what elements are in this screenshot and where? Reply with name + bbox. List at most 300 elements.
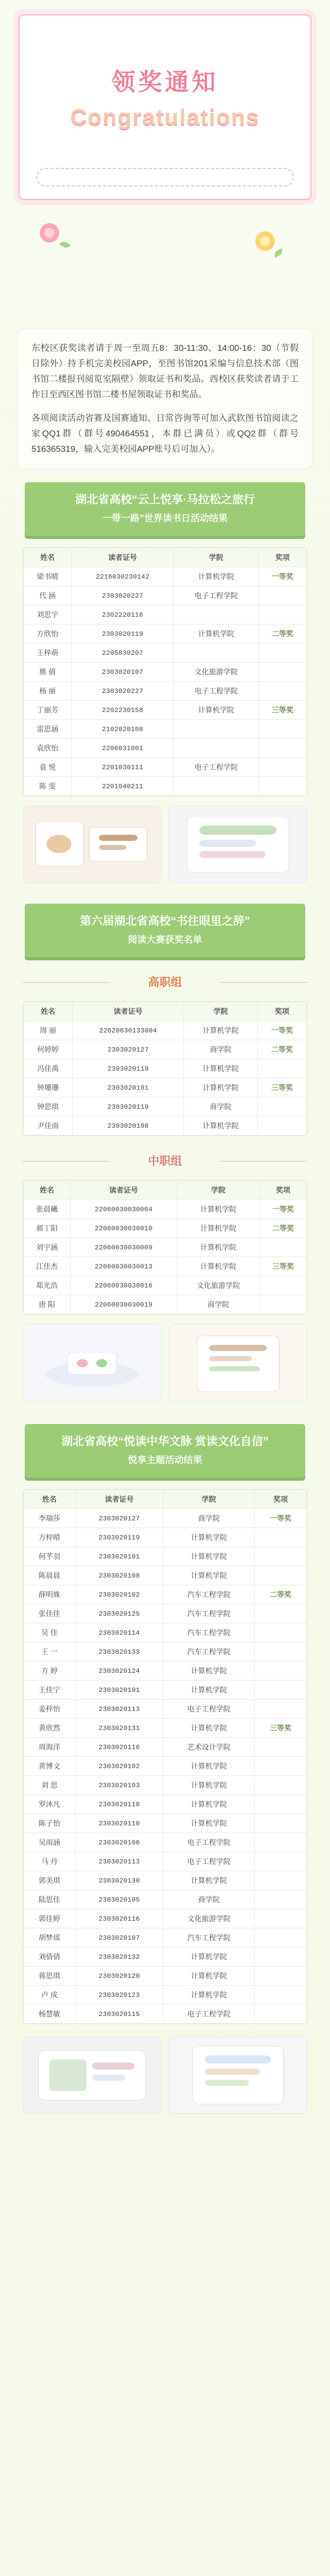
cell-id: 2303020106 — [75, 1833, 163, 1852]
subhead-higher-vocational: 高职组 — [23, 974, 307, 990]
table-row — [24, 720, 307, 739]
subhead-secondary-vocational: 中职组 — [23, 1153, 307, 1168]
table-row — [24, 1795, 307, 1814]
cell-id: 2303020108 — [75, 1566, 163, 1585]
cell-name: 王佳宁 — [24, 1681, 76, 1700]
cell-name: 丁丽芳 — [24, 701, 72, 720]
cell-college: 计算机学院 — [163, 1947, 255, 1967]
cell-name: 马 丹 — [24, 1852, 76, 1871]
cell-name: 陈 雯 — [24, 777, 72, 796]
cell-name: 熊 倩 — [24, 663, 72, 682]
cell-name: 方欣怡 — [24, 624, 72, 643]
cell-name: 胡梦瑶 — [24, 1928, 76, 1947]
table-row — [24, 777, 307, 796]
cell-college: 电子工程学院 — [174, 758, 258, 777]
cell-award: 二等奖 — [260, 1219, 307, 1238]
table-header: 读者证号 — [72, 1002, 184, 1021]
cell-id: 22060030030009 — [70, 1238, 177, 1257]
table-row — [24, 701, 307, 720]
table-row — [24, 1890, 307, 1909]
table-row — [24, 1738, 307, 1757]
cell-award: 一等奖 — [258, 1021, 307, 1040]
table-row — [24, 1719, 307, 1738]
cell-award: 二等奖 — [258, 624, 306, 643]
cell-award: 一等奖 — [258, 567, 306, 586]
cell-id: 2303020113 — [75, 1852, 163, 1871]
section-3-table — [23, 1489, 307, 2024]
table-row — [24, 1814, 307, 1833]
cell-id: 2303020131 — [75, 1719, 163, 1738]
event-photo — [23, 806, 161, 883]
cell-id: 2303020124 — [75, 1662, 163, 1681]
cell-name: 袁欣怡 — [24, 739, 72, 758]
cell-name: 郝丁阳 — [24, 1219, 71, 1238]
table-header: 读者证号 — [72, 548, 174, 567]
table-row — [24, 1097, 307, 1116]
section-1-banner — [25, 482, 305, 536]
table-row — [24, 1928, 307, 1947]
cell-id: 2303020102 — [75, 1757, 163, 1776]
cell-college: 电子工程学院 — [163, 1833, 255, 1852]
cell-college: 商学院 — [163, 1890, 255, 1909]
intro-paragraph-1: 东校区获奖读者请于周一至周五8：30-11:30、14:00-16：30（节假日除外）持手机完美校园APP，至图书馆201采编与信息技术部（图书馆二楼报刊阅览室隔壁）领取证书和奖品。西校区获奖读者请于工作日至西区图书馆二楼书屋领取证书和奖品。 — [31, 343, 299, 399]
cell-id: 2303020127 — [75, 1509, 163, 1528]
photos-1 — [23, 806, 307, 883]
cell-name: 张佳佳 — [24, 1604, 76, 1623]
section-1-table-body — [24, 567, 307, 796]
table-row — [24, 1967, 307, 1986]
cell-college: 艺术设计学院 — [163, 1738, 255, 1757]
cell-award: 三等奖 — [260, 1257, 307, 1276]
table-header: 姓名 — [24, 1002, 73, 1021]
cell-college: 商学院 — [163, 1509, 255, 1528]
cell-college: 计算机学院 — [177, 1257, 259, 1276]
cell-college: 计算机学院 — [163, 1967, 255, 1986]
cell-award — [258, 586, 306, 605]
cell-id: 22060030030013 — [70, 1257, 177, 1276]
cell-name: 罗沐凡 — [24, 1795, 76, 1814]
cell-award — [260, 1295, 307, 1314]
section-3-banner — [25, 1424, 305, 1478]
photos-3 — [23, 2037, 307, 2114]
table-header: 姓名 — [24, 1181, 71, 1200]
cell-award — [255, 1890, 307, 1909]
cell-award: 三等奖 — [258, 1078, 307, 1097]
cell-name: 张晨曦 — [24, 1200, 71, 1219]
cell-college: 计算机学院 — [163, 1528, 255, 1547]
cell-name: 袁 悦 — [24, 758, 72, 777]
cell-college: 计算机学院 — [177, 1200, 259, 1219]
cell-college: 汽车工程学院 — [163, 1642, 255, 1662]
cell-award — [255, 1604, 307, 1623]
cell-college: 电子工程学院 — [174, 682, 258, 701]
table-row — [24, 1276, 307, 1295]
cell-college: 文化旅游学院 — [174, 663, 258, 682]
table-row — [24, 1219, 307, 1238]
cell-id: 2303020118 — [75, 1795, 163, 1814]
cell-name: 钟思琪 — [24, 1097, 73, 1116]
cell-id: 2303020107 — [72, 663, 174, 682]
cell-name: 王梓萌 — [24, 643, 72, 663]
cell-id: 2303020108 — [72, 1116, 184, 1136]
cell-award — [258, 739, 306, 758]
cell-id: 2303020119 — [75, 1528, 163, 1547]
cell-name: 吴雨涵 — [24, 1833, 76, 1852]
cell-id: 22060030030016 — [70, 1276, 177, 1295]
cell-id: 22060030030019 — [70, 1295, 177, 1314]
hero-card — [19, 14, 311, 200]
table-row — [24, 1528, 307, 1547]
cell-name: 李瑞莎 — [24, 1509, 76, 1528]
cell-award: 二等奖 — [258, 1040, 307, 1059]
cell-id: 2303020114 — [75, 1623, 163, 1642]
cell-award — [255, 1757, 307, 1776]
section-3-banner-line-1: 湖北省高校“悦读中华文脉 赏读文化自信” — [61, 1435, 269, 1448]
cell-id: 2202230158 — [72, 701, 174, 720]
cell-award — [258, 720, 306, 739]
cell-id: 2303020130 — [75, 1871, 163, 1890]
table-row — [24, 739, 307, 758]
cell-award: 一等奖 — [260, 1200, 307, 1219]
cell-award — [255, 1528, 307, 1547]
table-header: 奖项 — [258, 548, 306, 567]
cell-id: 2303020101 — [75, 1681, 163, 1700]
cell-id: 2201030111 — [72, 758, 174, 777]
table-header: 读者证号 — [75, 1490, 163, 1509]
table-row — [24, 1257, 307, 1276]
table-row — [24, 1852, 307, 1871]
table-row — [24, 758, 307, 777]
cell-id: 2206031001 — [72, 739, 174, 758]
cell-id: 2303020103 — [75, 1776, 163, 1795]
table-row — [24, 2005, 307, 2024]
cell-award — [255, 1852, 307, 1871]
cell-name: 姜梓怡 — [24, 1700, 76, 1719]
cell-award — [255, 1986, 307, 2005]
section-1-table — [23, 547, 307, 796]
cell-name: 郭美琪 — [24, 1871, 76, 1890]
cell-id: 2303020119 — [72, 1059, 184, 1078]
cell-college: 汽车工程学院 — [163, 1604, 255, 1623]
table-row — [24, 1700, 307, 1719]
cell-award — [255, 1776, 307, 1795]
cell-name: 江佳杰 — [24, 1257, 71, 1276]
cell-name: 周 丽 — [24, 1021, 73, 1040]
cell-id: 22060030030004 — [70, 1200, 177, 1219]
cell-college: 汽车工程学院 — [163, 1623, 255, 1642]
cell-award: 二等奖 — [255, 1585, 307, 1604]
table-row — [24, 1871, 307, 1890]
hero — [0, 0, 330, 319]
cell-college: 电子工程学院 — [174, 586, 258, 605]
cell-award — [258, 1116, 307, 1136]
cell-id: 2303020119 — [72, 1097, 184, 1116]
cell-award — [255, 1909, 307, 1928]
event-photo — [169, 2037, 307, 2114]
table-row — [24, 567, 307, 586]
table-row — [24, 1509, 307, 1528]
cell-college — [174, 777, 258, 796]
cell-award: 三等奖 — [255, 1719, 307, 1738]
cell-name: 陆思佳 — [24, 1890, 76, 1909]
cell-id: 2303020133 — [75, 1642, 163, 1662]
table-row — [24, 1566, 307, 1585]
cell-college: 计算机学院 — [163, 1547, 255, 1566]
table-row — [24, 1757, 307, 1776]
cell-college: 计算机学院 — [177, 1238, 259, 1257]
cell-id: 2303020113 — [75, 1700, 163, 1719]
cell-name: 黄欣然 — [24, 1719, 76, 1738]
cell-name: 郑光浩 — [24, 1276, 71, 1295]
cell-name: 刘思宇 — [24, 605, 72, 624]
table-row — [24, 1238, 307, 1257]
cell-name: 周海洋 — [24, 1738, 76, 1757]
table-header: 奖项 — [260, 1181, 307, 1200]
table-row — [24, 1116, 307, 1136]
intro — [18, 329, 312, 469]
cell-college: 计算机学院 — [163, 1986, 255, 2005]
cell-id: 2303020101 — [72, 1078, 184, 1097]
cell-name: 郭佳婷 — [24, 1909, 76, 1928]
hero-dashed-frame — [36, 168, 294, 187]
cell-college: 电子工程学院 — [163, 2005, 255, 2024]
cell-award — [255, 1795, 307, 1814]
hero-title-en: Congratulations — [70, 105, 260, 130]
cell-name: 尹佳雨 — [24, 1116, 73, 1136]
cell-award: 三等奖 — [258, 701, 306, 720]
cell-id: 2303020107 — [75, 1928, 163, 1947]
table-row — [24, 1295, 307, 1314]
event-photo — [23, 1324, 161, 1401]
cell-id: 2303020119 — [72, 624, 174, 643]
cell-award — [255, 1662, 307, 1681]
cell-award — [258, 758, 306, 777]
cell-id: 2303020116 — [75, 1738, 163, 1757]
table-row — [24, 1078, 307, 1097]
cell-name: 雷思涵 — [24, 720, 72, 739]
table-row — [24, 624, 307, 643]
table-row — [24, 1059, 307, 1078]
cell-id: 2303020120 — [75, 1967, 163, 1986]
table-row — [24, 1021, 307, 1040]
section-1-banner-line-1: 湖北省高校“云上悦享·马拉松之旅行 — [75, 493, 255, 506]
cell-name: 吴 佳 — [24, 1623, 76, 1642]
cell-id: 2216030230142 — [72, 567, 174, 586]
cell-college: 计算机学院 — [163, 1814, 255, 1833]
cell-name: 薛明姝 — [24, 1585, 76, 1604]
cell-award — [258, 1059, 307, 1078]
table-header: 学院 — [174, 548, 258, 567]
cell-name: 梁书晴 — [24, 567, 72, 586]
intro-paragraph-2: 各项阅读活动省赛及国赛通知、日常咨询等可加入武软图书馆阅读之家QQ1群（群号490464551，本群已满员）或QQ2群（群号516365319，输入完美校园APP账号后可加入）。 — [31, 413, 299, 454]
table-row — [24, 1833, 307, 1852]
cell-award — [255, 1967, 307, 1986]
cell-college: 计算机学院 — [163, 1757, 255, 1776]
cell-award — [258, 682, 306, 701]
cell-id: 2303020102 — [75, 1585, 163, 1604]
table-row — [24, 1642, 307, 1662]
table-row — [24, 663, 307, 682]
cell-award — [255, 1681, 307, 1700]
cell-award — [260, 1276, 307, 1295]
cell-name: 黄博文 — [24, 1757, 76, 1776]
cell-college: 电子工程学院 — [163, 1700, 255, 1719]
cell-name: 钟珊珊 — [24, 1078, 73, 1097]
cell-name: 卢 成 — [24, 1986, 76, 2005]
cell-college: 文化旅游学院 — [163, 1909, 255, 1928]
table-header: 姓名 — [24, 1490, 76, 1509]
cell-name: 何芊羽 — [24, 1547, 76, 1566]
table-row — [24, 1604, 307, 1623]
cell-award — [255, 1814, 307, 1833]
cell-award — [258, 1097, 307, 1116]
cell-name: 何婷婷 — [24, 1040, 73, 1059]
cell-name: 杨 丽 — [24, 682, 72, 701]
cell-college: 计算机学院 — [184, 1078, 257, 1097]
cell-award — [255, 1623, 307, 1642]
cell-id: 2303020115 — [75, 2005, 163, 2024]
section-2-table-2 — [23, 1180, 307, 1315]
cell-award — [255, 1871, 307, 1890]
table-row — [24, 586, 307, 605]
cell-name: 陈晨晨 — [24, 1566, 76, 1585]
cell-name: 陈子怡 — [24, 1814, 76, 1833]
table-row — [24, 1986, 307, 2005]
cell-name: 代 涵 — [24, 586, 72, 605]
cell-name: 唐 阳 — [24, 1295, 71, 1314]
cell-name: 刘 思 — [24, 1776, 76, 1795]
section-2-banner — [25, 904, 305, 957]
section-3-banner-line-2: 悦享主题活动结果 — [128, 1455, 202, 1465]
cell-name: 刘宇涵 — [24, 1238, 71, 1257]
table-row — [24, 1662, 307, 1681]
cell-college: 商学院 — [184, 1040, 257, 1059]
cell-college: 计算机学院 — [184, 1021, 257, 1040]
table-row — [24, 643, 307, 663]
table-row — [24, 1776, 307, 1795]
table-row — [24, 1200, 307, 1219]
cell-college: 计算机学院 — [163, 1681, 255, 1700]
event-photo — [169, 1324, 307, 1401]
section-1-banner-line-2: 一带一路”世界读书日活动结果 — [102, 513, 228, 523]
cell-award — [255, 1642, 307, 1662]
cell-name: 方 婷 — [24, 1662, 76, 1681]
cell-college — [174, 605, 258, 624]
table-row — [24, 1681, 307, 1700]
cell-award — [258, 777, 306, 796]
cell-id: 2205030207 — [72, 643, 174, 663]
table-header: 读者证号 — [70, 1181, 177, 1200]
table-row — [24, 1585, 307, 1604]
cell-college: 计算机学院 — [174, 567, 258, 586]
cell-name: 杨慧敏 — [24, 2005, 76, 2024]
cell-college: 商学院 — [184, 1097, 257, 1116]
table-header: 学院 — [184, 1002, 257, 1021]
cell-college — [174, 720, 258, 739]
cell-id: 2303020125 — [75, 1604, 163, 1623]
cell-award — [258, 663, 306, 682]
cell-id: 2303020123 — [75, 1986, 163, 2005]
event-photo — [169, 806, 307, 883]
cell-college: 计算机学院 — [163, 1566, 255, 1585]
cell-id: 2303020227 — [72, 682, 174, 701]
cell-college: 计算机学院 — [174, 624, 258, 643]
cell-id: 2303020110 — [75, 1814, 163, 1833]
table-header: 学院 — [177, 1181, 259, 1200]
cell-college: 计算机学院 — [174, 701, 258, 720]
cell-award — [255, 2005, 307, 2024]
section-2-banner-line-2: 阅读大赛获奖名单 — [128, 935, 202, 945]
table-row — [24, 1040, 307, 1059]
table-header: 姓名 — [24, 548, 72, 567]
cell-award — [258, 605, 306, 624]
table-row — [24, 605, 307, 624]
cell-college: 商学院 — [177, 1295, 259, 1314]
cell-award — [255, 1566, 307, 1585]
cell-name: 刘倩倩 — [24, 1947, 76, 1967]
cell-college — [174, 643, 258, 663]
cell-id: 22620630133004 — [72, 1021, 184, 1040]
table-row — [24, 1547, 307, 1566]
cell-name: 方梓晴 — [24, 1528, 76, 1547]
cell-college: 计算机学院 — [163, 1719, 255, 1738]
hero-title-cn: 领奖通知 — [111, 69, 219, 95]
table-row — [24, 682, 307, 701]
cell-college: 计算机学院 — [177, 1219, 259, 1238]
section-2-banner-line-1: 第六届湖北省高校“书往眼里之辞” — [79, 914, 250, 927]
cell-college: 汽车工程学院 — [163, 1928, 255, 1947]
cell-college: 电子工程学院 — [163, 1852, 255, 1871]
cell-award — [255, 1738, 307, 1757]
cell-award — [255, 1547, 307, 1566]
table-header: 奖项 — [258, 1002, 307, 1021]
cell-id: 2102020108 — [72, 720, 174, 739]
cell-college — [174, 739, 258, 758]
cell-college: 计算机学院 — [163, 1776, 255, 1795]
cell-name: 冯佳禹 — [24, 1059, 73, 1078]
cell-name: 王 一 — [24, 1642, 76, 1662]
cell-id: 2303020132 — [75, 1947, 163, 1967]
cell-college: 计算机学院 — [163, 1871, 255, 1890]
cell-id: 22060030030010 — [70, 1219, 177, 1238]
cell-award — [255, 1947, 307, 1967]
cell-college: 汽车工程学院 — [163, 1585, 255, 1604]
cell-id: 2201040211 — [72, 777, 174, 796]
section-2-table-1 — [23, 1001, 307, 1136]
cell-id: 2303020101 — [75, 1547, 163, 1566]
cell-college: 计算机学院 — [184, 1059, 257, 1078]
cell-id: 2303020105 — [75, 1890, 163, 1909]
cell-id: 2303020127 — [72, 1040, 184, 1059]
table-header: 奖项 — [255, 1490, 307, 1509]
cell-id: 2303020116 — [75, 1909, 163, 1928]
table-row — [24, 1623, 307, 1642]
table-row — [24, 1947, 307, 1967]
cell-college: 计算机学院 — [163, 1795, 255, 1814]
cell-award — [255, 1833, 307, 1852]
cell-award — [255, 1700, 307, 1719]
cell-name: 蒋思琪 — [24, 1967, 76, 1986]
event-photo — [23, 2037, 161, 2114]
cell-award — [258, 643, 306, 663]
cell-award — [260, 1238, 307, 1257]
cell-college: 计算机学院 — [163, 1662, 255, 1681]
photos-2 — [23, 1324, 307, 1401]
cell-award: 一等奖 — [255, 1509, 307, 1528]
cell-college: 文化旅游学院 — [177, 1276, 259, 1295]
cell-college: 计算机学院 — [184, 1116, 257, 1136]
table-header: 学院 — [163, 1490, 255, 1509]
